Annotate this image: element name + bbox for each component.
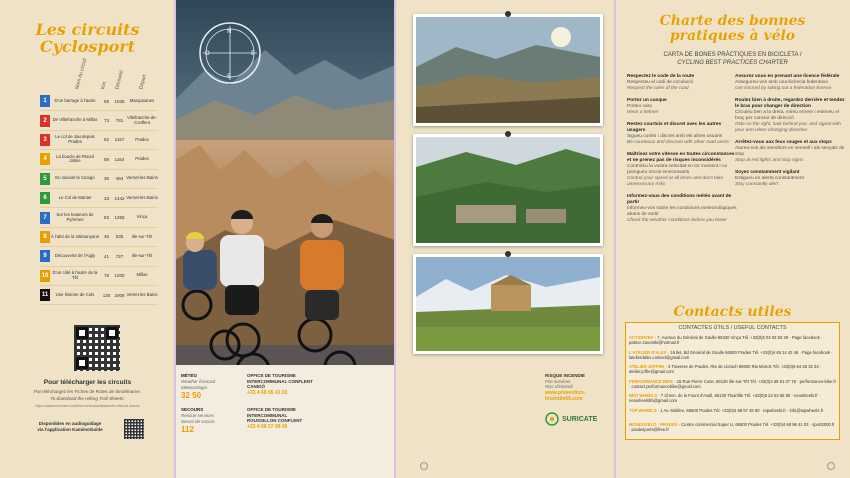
circuit-elevation: 727 <box>115 253 124 259</box>
secours-number[interactable]: 112 <box>181 424 194 434</box>
office1-title: OFFICE DE TOURISME INTERCOMMUNAL CONFLENT CANIGÓ <box>247 373 313 390</box>
circuit-km: 78 <box>103 273 109 279</box>
download-text-en: To download the Hiking Trail Sheets: <box>50 396 125 401</box>
charter-rule-ca: Atureu-vos als semàfors en vermell i als senyals de stop <box>735 145 845 157</box>
photo-mountain-view <box>416 17 600 123</box>
contacts-title: Contacts utiles <box>673 304 792 320</box>
office1-phone[interactable]: +33 4 68 05 41 02 <box>247 389 288 396</box>
circuit-number: 7 <box>40 212 50 224</box>
circuit-km: 130 <box>102 292 111 298</box>
circuit-number: 6 <box>40 192 50 204</box>
circuit-elevation: 484 <box>115 176 124 182</box>
meteo-title: MÉTÉO <box>181 373 198 378</box>
secours-ca: Servei de socors <box>181 418 215 424</box>
fold-line <box>394 0 396 478</box>
pin-icon <box>505 131 511 137</box>
circuit-row <box>40 267 158 286</box>
col-head-name: Nom du circuit <box>74 57 89 90</box>
cyclist-right <box>299 214 355 380</box>
risque-ca: Risc d'incendi <box>545 384 573 390</box>
contact-entry[interactable]: ACTIONVEV · 7, Avenue du Général de Gaulle 66320 Vinça Tél. +33(0)6 04 03 93 29 · Page facebook · patrice.zavorski@hotmail.fr <box>629 335 823 346</box>
circuit-km: 73 <box>103 118 109 124</box>
contact-name: NEO WHEELS <box>629 393 658 398</box>
charter-rule <box>627 74 737 92</box>
office2-title: OFFICE DE TOURISME INTERCOMMUNAL ROUSSILLON CONFLENT <box>247 407 303 424</box>
charter-title <box>615 14 850 43</box>
contact-entry[interactable]: MONDOVELO · PRADES · Centre commercial Super U, 66500 Prades Tél. +33(0)4 68 96 41 03 · sport2000.fr · pradesports@free.fr <box>629 422 835 433</box>
charter-panel <box>615 0 850 478</box>
circuit-km: 41 <box>103 253 109 259</box>
charter-rule-ca: Respecteu el codi de circulació <box>627 79 694 85</box>
charter-subtitle-ca: CARTA DE BONES PRÀCTIQUES EN BICICLETA / <box>663 52 802 58</box>
charter-rule-fr: Arrêtez-vous aux feux rouges et aux stops <box>735 139 832 145</box>
circuit-elevation: 535 <box>115 234 124 240</box>
contact-name: MONDOVELO · PRADES <box>629 422 678 427</box>
col-head-dplus: Dénivelé <box>114 69 126 90</box>
contact-name: ATELIER JOFFRE <box>629 364 665 369</box>
circuit-column-heads <box>66 57 166 90</box>
secours-block <box>181 407 241 435</box>
circuit-name: Découverte de l'Aigly <box>54 252 96 258</box>
qr-code-circuits <box>74 325 120 371</box>
circuit-number: 10 <box>40 270 50 282</box>
meteo-ca: Meteorologia <box>181 384 208 390</box>
contact-name: ACTIONVEV <box>629 335 654 340</box>
circuit-row <box>40 92 158 111</box>
svg-text:E: E <box>251 50 255 57</box>
cyclists-photo-panel <box>175 0 395 478</box>
circuit-name: D'un côté à l'autre de la Têt <box>52 269 98 280</box>
photos-panel <box>395 0 615 478</box>
suricate-icon <box>545 412 559 426</box>
pin-icon <box>505 251 511 257</box>
download-title: Pour télécharger les circuits <box>43 379 132 386</box>
charter-rule-en: Wear a helmet <box>627 109 659 115</box>
fold-line <box>174 0 176 478</box>
circuit-start: Vinça <box>136 214 148 220</box>
contact-details: 1 Av. Molière, 66500 Prades Tél. +33(0)4 68 97 46 60 · topwheels.fr · info@topwheels.fr <box>660 407 824 413</box>
circuit-km: 52 <box>103 137 109 143</box>
col-head-depart: Départ <box>138 73 148 90</box>
contact-entry[interactable]: PERFORMANCE BIKE · 15 Rue Pierre Curie, 66130 Ille-sur-Têt Tél. +33(0)4 68 61 07 78 · performance-bike.fr · contact.performancebike@gmail.com <box>629 378 836 389</box>
charter-rule-fr: Soyez constamment vigilant <box>735 169 800 175</box>
circuit-km: 58 <box>103 156 109 162</box>
registration-mark-icon <box>827 462 835 470</box>
circuit-start: Villefranche-de-Conflent <box>126 114 157 125</box>
contact-entry[interactable]: NEO WHEELS · 7 Chem. de la Fount d'Avall, 66130 Thuir/Ille Tél. +33(0)6 22 52 55 80 · neowheels.fr · neowheelsbb@gmail.com <box>629 393 821 404</box>
fold-line <box>614 0 616 478</box>
charter-rule <box>735 98 845 134</box>
circuit-row <box>40 208 158 227</box>
circuit-list <box>40 92 158 305</box>
audioguide-text <box>30 421 110 433</box>
contact-details: 16 bis, Bd Général de Gaulle 66500 Prades Tél. +33(0)4 49 14 42 46 · Page facebook · latelierdalex.contact@gmail.com <box>629 349 833 360</box>
circuit-name: Le col de Jau depuis Prades <box>55 134 95 144</box>
charter-rule <box>735 170 845 188</box>
charter-rule-fr: Restez courtois et discret avec les autres usagers <box>627 121 722 133</box>
charter-title-line2: pratiques à vélo <box>669 27 796 44</box>
contact-details: 7 Chem. de la Fount d'Avall, 66130 Thuir/Ille Tél. +33(0)6 22 52 55 80 · neowheels.fr · neowheelsbb@gmail.com <box>629 393 821 404</box>
contact-details: 15 Rue Pierre Curie, 66130 Ille-sur-Têt Tél. +33(0)4 68 61 07 78 · performance-bike.fr · contact.performancebike@gmail.com <box>629 378 836 389</box>
circuit-start: Ille-sur-Têt <box>131 252 153 258</box>
circuit-row <box>40 131 158 150</box>
charter-rule-en: Respect the rules of the road <box>627 85 689 91</box>
pin-icon <box>505 11 511 17</box>
circuit-name: La boucle de Risoul Jaline <box>56 153 94 164</box>
circuit-row <box>40 170 158 189</box>
charter-title-line1: Charte des bonnes <box>659 13 806 29</box>
photo-card-abbey <box>413 254 603 354</box>
circuit-row <box>40 189 158 208</box>
contact-entry[interactable]: ATELIER JOFFRE · 3 Traverse de Prades, Rte de Llorach 66500 Ria Monos Tél. +33(0)6 64 56 32 34 · atelier.joffre@gmail.com <box>629 364 822 375</box>
download-text-fr: Par téléchargez les Fiches de Rotes de Sindelnarne. <box>33 389 142 394</box>
charter-rule-fr: Portez un casque <box>627 97 667 103</box>
contact-name: PERFORMANCE BIKE <box>629 378 673 384</box>
charter-subtitle-en: CYCLING BEST PRACTICES CHARTER <box>677 60 788 66</box>
secours-title: SECOURS <box>181 407 204 412</box>
circuit-elevation: 2008 <box>114 292 125 298</box>
circuit-number: 9 <box>40 250 50 262</box>
charter-rule-en: Be courteous and discreet with other road users <box>627 139 729 145</box>
svg-text:N: N <box>227 28 232 35</box>
circuit-name: Sur les hauteurs de Py/ernes <box>56 211 94 222</box>
charter-rule <box>627 152 737 188</box>
meteo-number[interactable]: 32 50 <box>181 390 202 400</box>
charter-rule-en: Get insured by taking out a federation license <box>735 85 832 91</box>
charter-rule-ca: Sigueu cortès i discret amb els altres usuaris <box>627 133 723 139</box>
circuit-name: En suivant le Canigó <box>55 175 95 181</box>
circuit-start: Vernet les Bains <box>126 291 158 297</box>
circuit-start: Prades <box>135 136 149 142</box>
charter-rule <box>627 194 737 224</box>
risque-title: RISQUE INCENDIE <box>545 373 586 378</box>
charter-rule <box>627 122 737 146</box>
charter-rule-ca: Controleu la vostra velocitat en tot moment i no prengueu riscos innecessaris <box>627 163 728 175</box>
charter-rule-ca: Porteu casc <box>627 103 653 109</box>
useful-numbers-strip <box>175 365 395 478</box>
rules-right-column <box>735 74 845 194</box>
circuit-start: Vernet-les-Bains <box>126 175 158 181</box>
circuit-number: 1 <box>40 95 50 107</box>
circuit-number: 5 <box>40 173 50 185</box>
circuit-elevation: 1167 <box>114 137 125 143</box>
circuits-title-line2: Cyclosport <box>39 36 136 56</box>
contact-details: 7, Avenue du Général de Gaulle 66320 Vinça Tél. +33(0)6 04 03 93 29 · Page facebook · patrice.zavorski@hotmail.fr <box>629 335 823 346</box>
circuit-name: D'un barrage à l'autre <box>54 97 96 103</box>
circuit-km: 46 <box>103 234 109 240</box>
compass-icon <box>195 18 265 88</box>
charter-rule <box>735 140 845 164</box>
photo-abbey <box>416 257 600 351</box>
circuit-number: 4 <box>40 153 50 165</box>
circuit-km: 36 <box>103 176 109 182</box>
audioguide-line1: Disponibles en audioguidage <box>38 421 102 426</box>
contact-entry[interactable]: L'ATELIER D'ALEX · 16 bis, Bd Général de Gaulle 66500 Prades Tél. +33(0)4 49 14 42 46 · Page facebook · latelierdalex.contact@gmail.com <box>629 349 833 360</box>
rules-left-column <box>627 74 737 230</box>
charter-rule-fr: Roulez bien à droite, regardez derrière et tendez le bras pour changer de direction <box>735 97 845 109</box>
circuit-row <box>40 111 158 130</box>
col-head-km: Km <box>100 81 108 90</box>
circuits-title-line1: Les circuits <box>35 20 140 39</box>
circuit-start: Ille-sur-Têt <box>131 233 153 239</box>
circuit-number: 11 <box>40 289 50 301</box>
contact-name: L'ATELIER D'ALEX <box>629 349 667 355</box>
qr-code-app <box>124 419 144 439</box>
circuit-elevation: 1255 <box>114 215 125 221</box>
charter-rule <box>627 98 737 116</box>
contact-name: TOP WHEELS <box>629 407 657 413</box>
svg-text:O: O <box>205 50 210 57</box>
circuit-elevation: 1164 <box>114 156 125 162</box>
circuit-number: 8 <box>40 231 50 243</box>
charter-rule-en: Check the weather conditions before you leave <box>627 217 727 223</box>
office2-phone[interactable]: +33 4 68 57 99 06 <box>247 423 288 430</box>
circuit-start: Vernet-les-Bains <box>126 194 158 200</box>
circuit-elevation: 1442 <box>114 195 125 201</box>
charter-rule-en: Stop at red lights and stop signs <box>735 157 804 163</box>
charter-rule-fr: Informez-vous des conditions météo avant de partir <box>627 193 732 205</box>
charter-rule-ca: Assegureu-vos amb una llicència federativa <box>735 79 828 85</box>
circuit-number: 2 <box>40 115 50 127</box>
contact-entry[interactable]: TOP WHEELS · 1 Av. Molière, 66500 Prades Tél. +33(0)4 68 97 46 60 · topwheels.fr · info@topwheels.fr <box>629 407 824 413</box>
circuit-start: Millas <box>136 272 148 278</box>
circuit-km: 83 <box>103 215 109 221</box>
suricate-label: SURICATE <box>562 415 598 423</box>
photo-card-mountain-view <box>413 14 603 126</box>
office2-block <box>247 407 315 430</box>
charter-rule-fr: Assurez vous en prenant une licence fédérale <box>735 74 840 79</box>
circuit-row <box>40 150 158 169</box>
circuit-elevation: 781 <box>115 118 124 124</box>
charter-rule-en: Control your speed at all times and don't take unnecessary risks <box>627 175 724 187</box>
circuit-row <box>40 286 158 305</box>
circuit-name: Une histoire de Cols <box>55 291 95 297</box>
circuit-elevation: 1036 <box>114 98 125 104</box>
circuits-title <box>0 22 175 56</box>
charter-rule-ca: Estigueu en alerta constantment <box>735 175 804 181</box>
circuit-start: Marquixanes <box>129 97 155 103</box>
download-url[interactable]: https://www.moviment-conflent.com/ca/activitats/vtt-rutes-tur-lcarrer <box>35 404 140 408</box>
charter-rule-ca: Informeu-vos sobre les condicions meteorològiques abans de sortir <box>627 205 737 217</box>
circuit-name: À l'abri de la Valmanyane <box>50 233 100 239</box>
suricate-logo <box>545 412 609 426</box>
charter-rule-ca: Circuleu ben a la dreta, mireu enrere i esteneu el braç per canviar de direcció <box>735 109 839 121</box>
photo-card-ruins <box>413 134 603 246</box>
circuit-row <box>40 228 158 247</box>
risque-en: Fire services <box>545 378 571 384</box>
circuit-elevation: 1200 <box>114 273 125 279</box>
svg-text:S: S <box>227 73 231 80</box>
cyclist-center <box>220 210 269 380</box>
charter-rule-en: Ride on the right, look behind you, and signal with your arm when changing direction <box>735 121 841 133</box>
cyclists <box>175 195 395 380</box>
circuit-number: 3 <box>40 134 50 146</box>
contact-details: Centre commercial Super U, 66500 Prades Tél. +33(0)4 68 96 41 03 · sport2000.fr · pradesports@free.fr <box>629 422 835 433</box>
risque-block <box>545 373 609 402</box>
audioguide-line2: via l'application KamimoGuide <box>37 426 103 432</box>
charter-rule-fr: Maîtrisez votre vitesse en toutes circonstances et ne prenez pas de risques inconsidérés <box>627 151 735 163</box>
contacts-subtitle: CONTACTES ÚTILS / USEFUL CONTACTS <box>678 325 787 331</box>
circuit-name: De Villefranche à Millas <box>52 117 98 123</box>
meteo-block <box>181 373 241 401</box>
meteo-en: Weather forecast <box>181 378 216 384</box>
photo-ruins <box>416 137 600 243</box>
charter-rule <box>735 74 845 92</box>
office1-block <box>247 373 315 396</box>
risque-url[interactable]: www.prevention-incendie66.com <box>545 389 586 403</box>
secours-en: Rescue services <box>181 412 215 418</box>
circuits-panel <box>0 0 175 478</box>
contact-details: 3 Traverse de Prades, Rte de Llorach 66500 Ria Monos Tél. +33(0)6 64 56 32 34 · atelier.joffre@gmail.com <box>629 364 822 375</box>
circuit-km: 33 <box>103 195 109 201</box>
registration-mark-icon <box>420 462 428 470</box>
circuit-row <box>40 247 158 266</box>
circuit-km: 59 <box>103 98 109 104</box>
charter-rule-fr: Respectez le code de la route <box>627 74 695 79</box>
circuit-start: Prades <box>135 156 149 161</box>
charter-rule-en: Stay constantly alert <box>735 181 779 187</box>
circuit-name: Le Col de Mantet <box>58 194 92 200</box>
